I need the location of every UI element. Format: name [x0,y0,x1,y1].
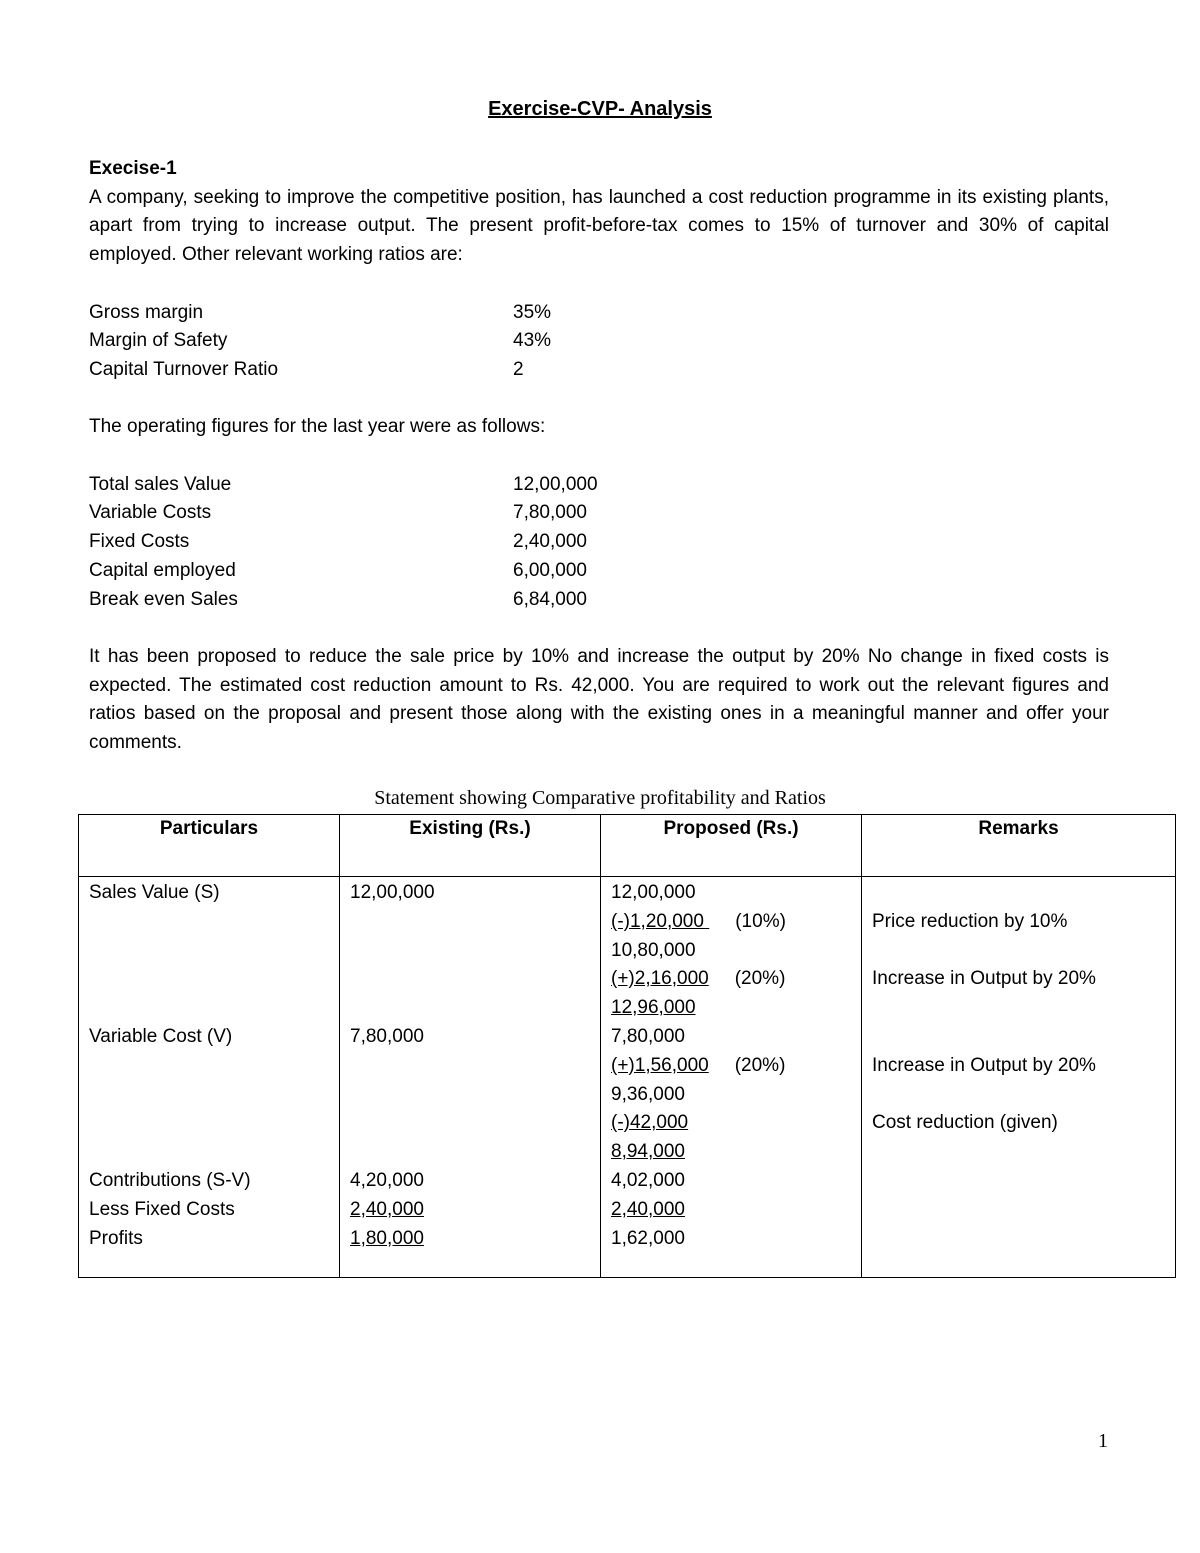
operating-figure-row [89,471,1109,500]
remarks-line: Increase in Output by 20% [872,1054,1096,1076]
remarks-line [872,994,1165,1023]
intro-paragraph: A company, seeking to improve the competitive position, has launched a cost reduction programme in its existing plants, apart from trying to increase output. The present profit-before-tax comes to 15% of turnover and 30% of capital employed. Other relevant working ratios are: [89,186,1109,266]
particulars-line: Less Fixed Costs [89,1198,235,1220]
particulars-line [89,965,329,994]
operating-figure-value: 6,84,000 [513,588,587,610]
existing-line [350,908,590,937]
proposed-note: (10%) [735,910,786,932]
proposed-line [611,1225,851,1254]
particulars-line [89,994,329,1023]
proposed-line [611,937,851,966]
proposed-value: (+)2,16,000 [611,968,709,990]
particulars-line: Profits [89,1227,143,1249]
existing-line [350,994,590,1023]
exercise-body [89,155,1109,758]
operating-figure-row [89,586,1109,615]
proposed-value: 12,96,000 [611,997,696,1019]
existing-line [350,1081,590,1110]
proposed-line [611,1109,851,1138]
particulars-column [79,877,340,1278]
ratio-label: Capital Turnover Ratio [89,358,279,380]
proposed-line [611,965,851,994]
remarks-line [872,1225,1165,1254]
existing-value: 12,00,000 [350,882,435,903]
proposed-value: (-)1,20,000 [611,910,710,932]
proposed-line [611,1023,851,1052]
existing-line [350,1196,590,1225]
ratio-row [89,327,1109,356]
operating-figure-label: Break even Sales [89,588,238,610]
particulars-line [89,1138,329,1167]
remarks-line [872,1023,1165,1052]
proposed-value: 12,00,000 [611,882,696,903]
operating-figure-row [89,528,1109,557]
ratios-list [89,299,1109,385]
operating-figure-value: 2,40,000 [513,531,587,553]
remarks-column [862,877,1176,1278]
particulars-line [89,1081,329,1110]
header-proposed: Proposed (Rs.) [601,815,862,877]
header-existing: Existing (Rs.) [340,815,601,877]
remarks-line: Increase in Output by 20% [872,968,1096,990]
existing-line [350,879,590,908]
operating-figure-label: Total sales Value [89,473,232,495]
existing-value: 7,80,000 [350,1025,424,1047]
operating-figure-label: Capital employed [89,559,236,581]
header-remarks: Remarks [862,815,1176,877]
existing-value: 4,20,000 [350,1169,424,1191]
proposed-line [611,879,851,908]
ratio-label: Gross margin [89,301,204,323]
proposed-value: 8,94,000 [611,1141,685,1163]
table-caption: Statement showing Comparative profitability and Ratios [374,787,826,809]
proposed-note: (20%) [734,1054,786,1076]
proposed-note: (20%) [734,968,786,990]
ratio-value: 43% [513,330,552,352]
document-title: Exercise-CVP- Analysis [488,98,712,120]
proposed-value: 7,80,000 [611,1025,685,1047]
particulars-line: Contributions (S-V) [89,1169,251,1191]
ratio-value: 35% [513,301,552,323]
particulars-line: Sales Value (S) [89,882,220,903]
proposal-paragraph: It has been proposed to reduce the sale price by 10% and increase the output by 20% No change in fixed costs is expected. The estimated cost reduction amount to Rs. 42,000. You are required to work out the relevant figures and ratios based on the proposal and present those along with the existing ones in a meaningful manner and offer your comments. [89,645,1109,753]
proposed-value: (+)1,56,000 [611,1054,709,1076]
proposed-line [611,1081,851,1110]
existing-line [350,965,590,994]
operating-figure-value: 6,00,000 [513,559,587,581]
table-body-row [79,877,1176,1278]
operating-figure-row [89,499,1109,528]
remarks-line: Cost reduction (given) [872,1112,1058,1134]
remarks-line [872,879,1165,908]
remarks-line [872,1196,1165,1225]
operating-figure-value: 7,80,000 [513,502,587,524]
table-header-row [79,815,1176,877]
ratio-value: 2 [513,358,524,380]
existing-column [340,877,601,1278]
proposed-value: 9,36,000 [611,1083,685,1105]
proposed-value: 2,40,000 [611,1198,685,1220]
existing-value: 2,40,000 [350,1198,424,1220]
ratio-row [89,356,1109,385]
remarks-line: Price reduction by 10% [872,910,1068,932]
existing-line [350,1225,590,1254]
comparative-statement-table [78,814,1176,1278]
page-number: 1 [1098,1430,1108,1452]
proposed-value: (-)42,000 [611,1112,689,1134]
remarks-line [872,937,1165,966]
proposed-line [611,1196,851,1225]
proposed-column [601,877,862,1278]
existing-line [350,1023,590,1052]
existing-line [350,1109,590,1138]
particulars-line [89,937,329,966]
proposed-value: 1,62,000 [611,1227,685,1249]
remarks-line [872,1138,1165,1167]
proposed-line [611,1052,851,1081]
particulars-line: Variable Cost (V) [89,1025,233,1047]
existing-line [350,1138,590,1167]
operating-figure-label: Fixed Costs [89,531,190,553]
existing-line [350,937,590,966]
ratio-label: Margin of Safety [89,330,228,352]
operating-intro: The operating figures for the last year were as follows: [89,416,546,438]
existing-value: 1,80,000 [350,1227,424,1249]
remarks-line [872,1167,1165,1196]
particulars-line [89,1109,329,1138]
proposed-line [611,1138,851,1167]
header-particulars: Particulars [79,815,340,877]
operating-figures-list [89,471,1109,615]
particulars-line [89,1052,329,1081]
proposed-value: 10,80,000 [611,939,696,961]
proposed-line [611,1167,851,1196]
operating-figure-row [89,557,1109,586]
operating-figure-value: 12,00,000 [513,473,598,495]
proposed-line [611,994,851,1023]
operating-figure-label: Variable Costs [89,502,212,524]
proposed-value: 4,02,000 [611,1169,685,1191]
proposed-line [611,908,851,937]
exercise-heading: Execise-1 [89,158,177,179]
existing-line [350,1167,590,1196]
particulars-line [89,908,329,937]
existing-line [350,1052,590,1081]
remarks-line [872,1081,1165,1110]
ratio-row [89,299,1109,328]
